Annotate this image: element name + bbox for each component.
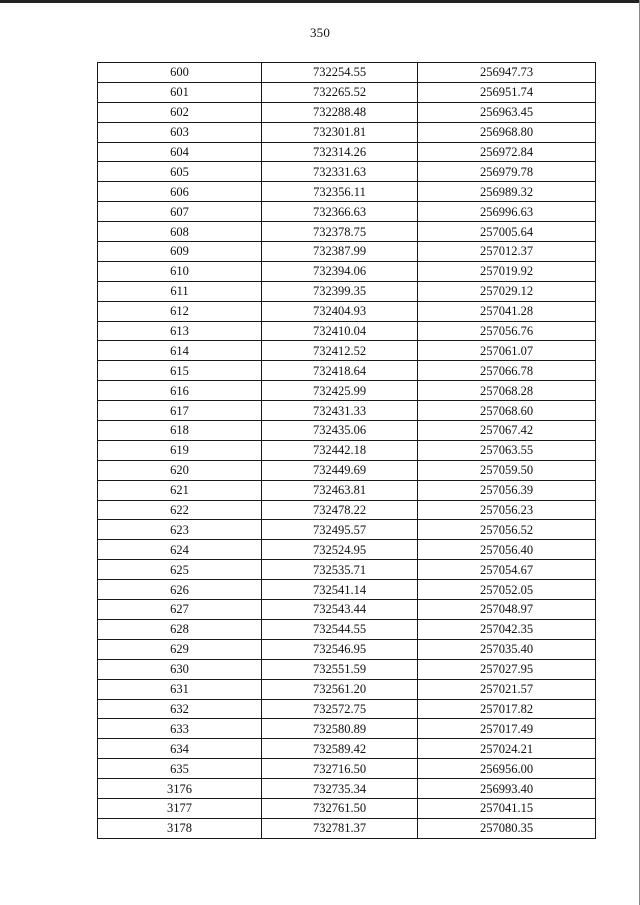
point-number-cell: 603 xyxy=(98,122,262,142)
top-border-rule xyxy=(0,0,640,3)
table-row xyxy=(98,520,596,540)
table-row xyxy=(98,321,596,341)
x-coordinate-cell: 732544.55 xyxy=(262,619,418,639)
x-coordinate-cell: 732716.50 xyxy=(262,759,418,779)
x-coordinate-cell: 732331.63 xyxy=(262,162,418,182)
x-coordinate-cell: 732551.59 xyxy=(262,659,418,679)
x-coordinate-cell: 732543.44 xyxy=(262,600,418,620)
x-coordinate-cell: 732572.75 xyxy=(262,699,418,719)
x-coordinate-cell: 732495.57 xyxy=(262,520,418,540)
x-coordinate-cell: 732781.37 xyxy=(262,818,418,838)
point-number-cell: 605 xyxy=(98,162,262,182)
y-coordinate-cell: 257066.78 xyxy=(418,361,596,381)
point-number-cell: 622 xyxy=(98,500,262,520)
y-coordinate-cell: 257012.37 xyxy=(418,242,596,262)
table-row xyxy=(98,122,596,142)
table-row xyxy=(98,818,596,838)
x-coordinate-cell: 732404.93 xyxy=(262,301,418,321)
table-row xyxy=(98,659,596,679)
table-row xyxy=(98,82,596,102)
y-coordinate-cell: 257080.35 xyxy=(418,818,596,838)
y-coordinate-cell: 257056.52 xyxy=(418,520,596,540)
x-coordinate-cell: 732463.81 xyxy=(262,480,418,500)
x-coordinate-cell: 732561.20 xyxy=(262,679,418,699)
point-number-cell: 615 xyxy=(98,361,262,381)
table-row xyxy=(98,261,596,281)
y-coordinate-cell: 257041.15 xyxy=(418,798,596,818)
y-coordinate-cell: 257068.60 xyxy=(418,401,596,421)
x-coordinate-cell: 732387.99 xyxy=(262,242,418,262)
table-row xyxy=(98,182,596,202)
point-number-cell: 608 xyxy=(98,222,262,242)
y-coordinate-cell: 256979.78 xyxy=(418,162,596,182)
point-number-cell: 604 xyxy=(98,142,262,162)
point-number-cell: 623 xyxy=(98,520,262,540)
table-row xyxy=(98,619,596,639)
table-row xyxy=(98,142,596,162)
table-row xyxy=(98,600,596,620)
table-row xyxy=(98,779,596,799)
y-coordinate-cell: 257024.21 xyxy=(418,739,596,759)
y-coordinate-cell: 257042.35 xyxy=(418,619,596,639)
point-number-cell: 601 xyxy=(98,82,262,102)
point-number-cell: 610 xyxy=(98,261,262,281)
coordinates-table-body xyxy=(98,63,596,839)
x-coordinate-cell: 732735.34 xyxy=(262,779,418,799)
x-coordinate-cell: 732535.71 xyxy=(262,560,418,580)
point-number-cell: 3176 xyxy=(98,779,262,799)
y-coordinate-cell: 257061.07 xyxy=(418,341,596,361)
point-number-cell: 633 xyxy=(98,719,262,739)
x-coordinate-cell: 732356.11 xyxy=(262,182,418,202)
y-coordinate-cell: 257056.40 xyxy=(418,540,596,560)
x-coordinate-cell: 732399.35 xyxy=(262,281,418,301)
table-row xyxy=(98,102,596,122)
x-coordinate-cell: 732288.48 xyxy=(262,102,418,122)
table-row xyxy=(98,202,596,222)
table-row xyxy=(98,341,596,361)
point-number-cell: 3177 xyxy=(98,798,262,818)
table-row xyxy=(98,480,596,500)
x-coordinate-cell: 732378.75 xyxy=(262,222,418,242)
x-coordinate-cell: 732431.33 xyxy=(262,401,418,421)
point-number-cell: 609 xyxy=(98,242,262,262)
y-coordinate-cell: 257056.76 xyxy=(418,321,596,341)
y-coordinate-cell: 256951.74 xyxy=(418,82,596,102)
y-coordinate-cell: 256996.63 xyxy=(418,202,596,222)
y-coordinate-cell: 257056.23 xyxy=(418,500,596,520)
point-number-cell: 635 xyxy=(98,759,262,779)
x-coordinate-cell: 732541.14 xyxy=(262,580,418,600)
point-number-cell: 600 xyxy=(98,63,262,83)
x-coordinate-cell: 732442.18 xyxy=(262,440,418,460)
y-coordinate-cell: 256993.40 xyxy=(418,779,596,799)
table-row xyxy=(98,540,596,560)
y-coordinate-cell: 257005.64 xyxy=(418,222,596,242)
table-row xyxy=(98,460,596,480)
point-number-cell: 629 xyxy=(98,639,262,659)
y-coordinate-cell: 256989.32 xyxy=(418,182,596,202)
x-coordinate-cell: 732418.64 xyxy=(262,361,418,381)
x-coordinate-cell: 732589.42 xyxy=(262,739,418,759)
x-coordinate-cell: 732580.89 xyxy=(262,719,418,739)
point-number-cell: 626 xyxy=(98,580,262,600)
table-row xyxy=(98,222,596,242)
point-number-cell: 613 xyxy=(98,321,262,341)
y-coordinate-cell: 257021.57 xyxy=(418,679,596,699)
table-row xyxy=(98,401,596,421)
x-coordinate-cell: 732435.06 xyxy=(262,421,418,441)
x-coordinate-cell: 732425.99 xyxy=(262,381,418,401)
point-number-cell: 628 xyxy=(98,619,262,639)
coordinates-table xyxy=(97,62,596,839)
y-coordinate-cell: 257017.49 xyxy=(418,719,596,739)
x-coordinate-cell: 732478.22 xyxy=(262,500,418,520)
table-row xyxy=(98,63,596,83)
table-row xyxy=(98,361,596,381)
y-coordinate-cell: 257059.50 xyxy=(418,460,596,480)
point-number-cell: 611 xyxy=(98,281,262,301)
point-number-cell: 612 xyxy=(98,301,262,321)
y-coordinate-cell: 256963.45 xyxy=(418,102,596,122)
point-number-cell: 617 xyxy=(98,401,262,421)
table-row xyxy=(98,798,596,818)
page-number: 350 xyxy=(309,25,331,40)
x-coordinate-cell: 732449.69 xyxy=(262,460,418,480)
point-number-cell: 624 xyxy=(98,540,262,560)
point-number-cell: 630 xyxy=(98,659,262,679)
table-row xyxy=(98,580,596,600)
table-row xyxy=(98,381,596,401)
table-row xyxy=(98,162,596,182)
table-row xyxy=(98,759,596,779)
point-number-cell: 625 xyxy=(98,560,262,580)
x-coordinate-cell: 732524.95 xyxy=(262,540,418,560)
x-coordinate-cell: 732412.52 xyxy=(262,341,418,361)
point-number-cell: 619 xyxy=(98,440,262,460)
point-number-cell: 627 xyxy=(98,600,262,620)
y-coordinate-cell: 257029.12 xyxy=(418,281,596,301)
point-number-cell: 607 xyxy=(98,202,262,222)
point-number-cell: 614 xyxy=(98,341,262,361)
y-coordinate-cell: 256956.00 xyxy=(418,759,596,779)
table-row xyxy=(98,440,596,460)
table-row xyxy=(98,301,596,321)
y-coordinate-cell: 257035.40 xyxy=(418,639,596,659)
y-coordinate-cell: 256968.80 xyxy=(418,122,596,142)
x-coordinate-cell: 732366.63 xyxy=(262,202,418,222)
point-number-cell: 602 xyxy=(98,102,262,122)
x-coordinate-cell: 732254.55 xyxy=(262,63,418,83)
table-row xyxy=(98,719,596,739)
point-number-cell: 632 xyxy=(98,699,262,719)
x-coordinate-cell: 732546.95 xyxy=(262,639,418,659)
y-coordinate-cell: 256947.73 xyxy=(418,63,596,83)
y-coordinate-cell: 256972.84 xyxy=(418,142,596,162)
x-coordinate-cell: 732410.04 xyxy=(262,321,418,341)
y-coordinate-cell: 257017.82 xyxy=(418,699,596,719)
point-number-cell: 3178 xyxy=(98,818,262,838)
y-coordinate-cell: 257056.39 xyxy=(418,480,596,500)
point-number-cell: 620 xyxy=(98,460,262,480)
y-coordinate-cell: 257019.92 xyxy=(418,261,596,281)
point-number-cell: 634 xyxy=(98,739,262,759)
x-coordinate-cell: 732265.52 xyxy=(262,82,418,102)
y-coordinate-cell: 257054.67 xyxy=(418,560,596,580)
table-row xyxy=(98,679,596,699)
point-number-cell: 631 xyxy=(98,679,262,699)
table-row xyxy=(98,639,596,659)
y-coordinate-cell: 257052.05 xyxy=(418,580,596,600)
y-coordinate-cell: 257048.97 xyxy=(418,600,596,620)
point-number-cell: 606 xyxy=(98,182,262,202)
y-coordinate-cell: 257067.42 xyxy=(418,421,596,441)
y-coordinate-cell: 257041.28 xyxy=(418,301,596,321)
y-coordinate-cell: 257063.55 xyxy=(418,440,596,460)
point-number-cell: 618 xyxy=(98,421,262,441)
point-number-cell: 616 xyxy=(98,381,262,401)
x-coordinate-cell: 732394.06 xyxy=(262,261,418,281)
table-row xyxy=(98,242,596,262)
x-coordinate-cell: 732761.50 xyxy=(262,798,418,818)
table-row xyxy=(98,739,596,759)
y-coordinate-cell: 257068.28 xyxy=(418,381,596,401)
x-coordinate-cell: 732301.81 xyxy=(262,122,418,142)
y-coordinate-cell: 257027.95 xyxy=(418,659,596,679)
point-number-cell: 621 xyxy=(98,480,262,500)
table-row xyxy=(98,560,596,580)
table-row xyxy=(98,281,596,301)
table-row xyxy=(98,699,596,719)
table-row xyxy=(98,421,596,441)
table-row xyxy=(98,500,596,520)
x-coordinate-cell: 732314.26 xyxy=(262,142,418,162)
